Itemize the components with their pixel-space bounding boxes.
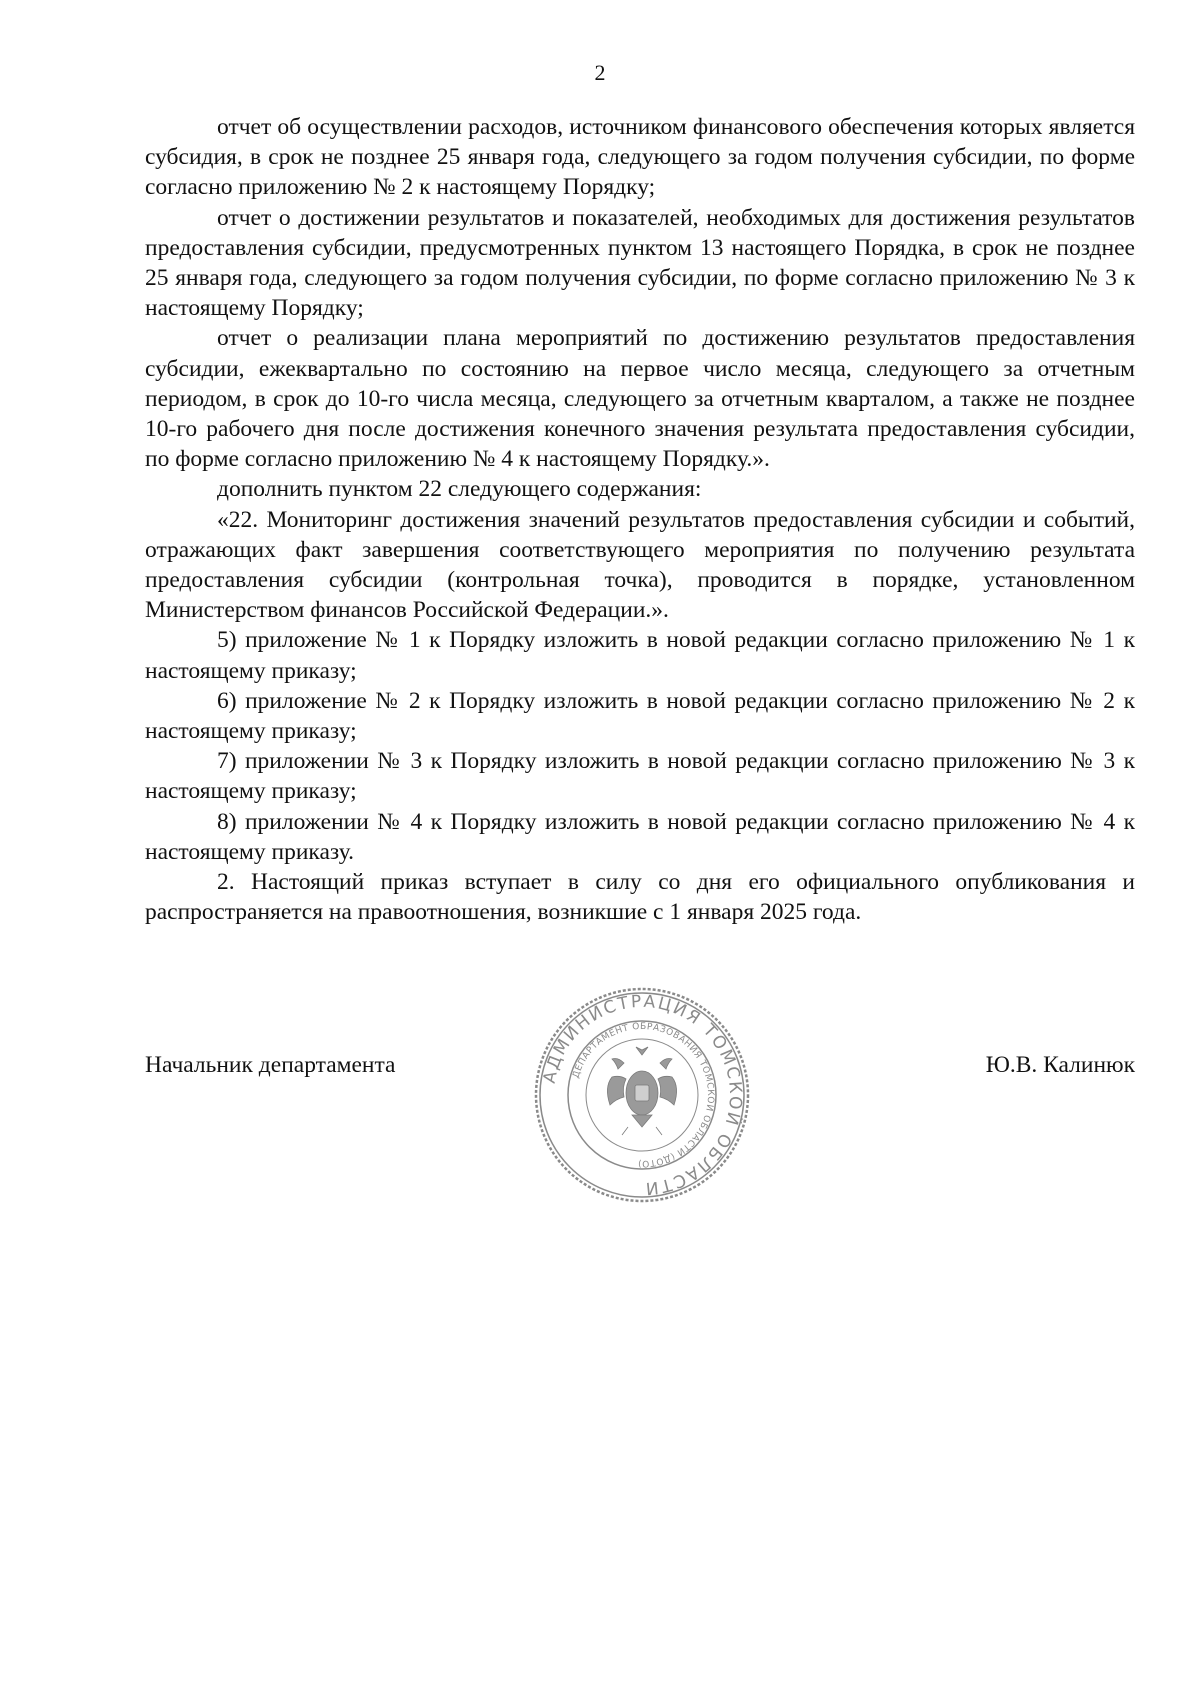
paragraph: дополнить пунктом 22 следующего содержания: [217, 476, 702, 503]
signatory-name: Ю.В. Калинюк [985, 1052, 1135, 1078]
paragraph: отчет о достижении результатов и показателей, необходимых для достижения результатов предоставления субсидии, предусмотренных пунктом 13 настоящего Порядка, в срок не позднее 25 января года, следующего за годом получения субсидии, по форме согласно приложению № 3 к настоящему Порядку; [145, 204, 1135, 322]
paragraph: «22. Мониторинг достижения значений результатов предоставления субсидии и событий, отражающих факт завершения соответствующего мероприятия по получению результата предоставления субсидии (контрольная точка), проводится в порядке, установленном Министерством финансов Российской Федерации.». [145, 506, 1135, 624]
paragraph: 6) приложение № 2 к Порядку изложить в новой редакции согласно приложению № 2 к настоящему приказу; [145, 687, 1135, 745]
paragraph: отчет об осуществлении расходов, источником финансового обеспечения которых является субсидия, в срок не позднее 25 января года, следующего за годом получения субсидии, по форме согласно приложению № 2 к настоящему Порядку; [145, 114, 1135, 201]
signatory-position: Начальник департамента [145, 1052, 396, 1078]
paragraph: 8) приложении № 4 к Порядку изложить в новой редакции согласно приложению № 4 к настоящему приказу. [145, 808, 1135, 865]
page-number: 2 [594, 60, 606, 85]
seal-outer-text: АДМИНИСТРАЦИЯ ТОМСКОЙ ОБЛАСТИ [539, 991, 746, 1199]
paragraph: отчет о реализации плана мероприятий по достижению результатов предоставления субсидии, ежеквартально по состоянию на первое число месяца, следующего за отчетным периодом, в срок до 10-го числа месяца, следующего за отчетным кварталом, а также не позднее 10-го рабочего дня после достижения конечного значения результата предоставления субсидии, по форме согласно приложению № 4 к настоящему Порядку.». [145, 325, 1135, 473]
seal-inner-text: ДЕПАРТАМЕНТ ОБРАЗОВАНИЯ ТОМСКОЙ ОБЛАСТИ (ДОТО) [571, 1021, 716, 1169]
document-body [145, 112, 1135, 927]
paragraph: 5) приложение № 1 к Порядку изложить в новой редакции согласно приложению № 1 к настоящему приказу; [145, 627, 1135, 684]
paragraph: 7) приложении № 3 к Порядку изложить в новой редакции согласно приложению № 3 к настоящему приказу; [145, 748, 1135, 805]
paragraph: 2. Настоящий приказ вступает в силу со дня его официального опубликования и распространяется на правоотношения, возникшие с 1 января 2025 года. [145, 869, 1135, 926]
official-seal-stamp [532, 985, 752, 1205]
seal-graphic [532, 985, 752, 1205]
coat-of-arms-icon [607, 1047, 676, 1135]
